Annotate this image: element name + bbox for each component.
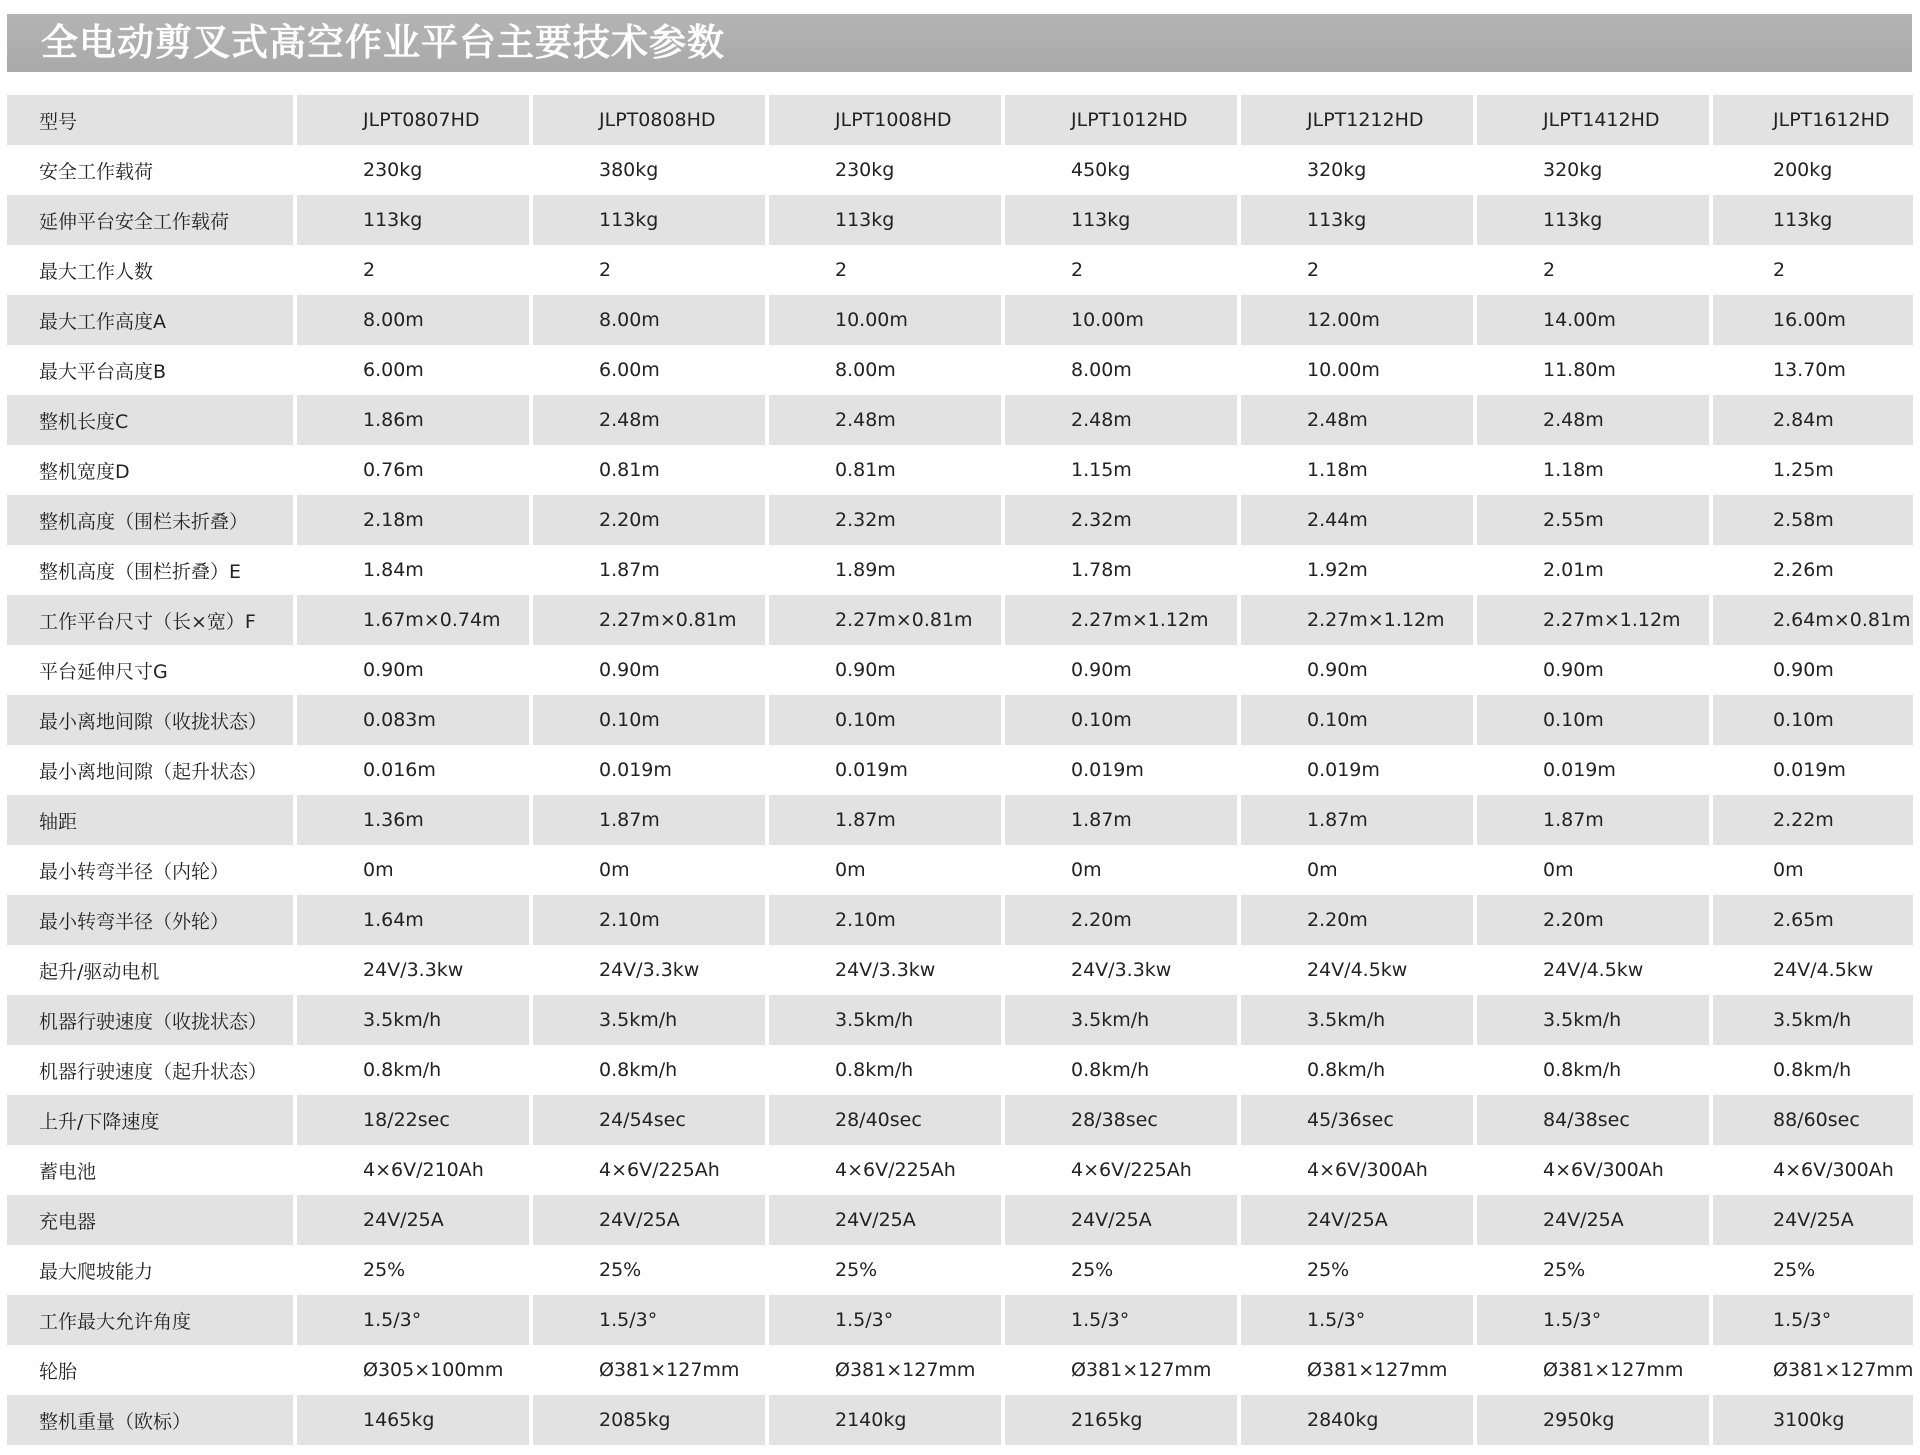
cell-value: 0.083m: [297, 695, 529, 745]
cell-value: 24V/25A: [297, 1195, 529, 1245]
cell-value: 16.00m: [1713, 295, 1913, 345]
table-row: [7, 145, 1913, 195]
table-row: [7, 1245, 1913, 1295]
cell-value: 2.10m: [769, 895, 1001, 945]
cell-value: 0.10m: [769, 695, 1001, 745]
cell-value: Ø381×127mm: [1307, 1359, 1448, 1381]
cell-value: 14.00m: [1477, 295, 1709, 345]
cell-value: 0.90m: [599, 659, 660, 681]
cell-value: 24V/25A: [1005, 1195, 1237, 1245]
cell-value: 1.89m: [835, 559, 896, 581]
cell-value: 2.32m: [769, 495, 1001, 545]
cell-value: 1.92m: [1307, 559, 1368, 581]
table-row: [7, 795, 1913, 845]
cell-value: 25%: [1307, 1259, 1350, 1281]
cell-value: JLPT1012HD: [1005, 95, 1237, 145]
row-label: 延伸平台安全工作载荷: [7, 195, 293, 245]
cell-value: 113kg: [297, 195, 529, 245]
cell-value: 320kg: [1307, 159, 1367, 181]
cell-value: 24V/25A: [1241, 1195, 1473, 1245]
table-row: [7, 595, 1913, 645]
cell-value: 88/60sec: [1713, 1095, 1913, 1145]
cell-value: 450kg: [1071, 159, 1131, 181]
cell-value: 3100kg: [1713, 1395, 1913, 1445]
cell-value: 28/40sec: [769, 1095, 1001, 1145]
table-row: [7, 1145, 1913, 1195]
row-label: 工作最大允许角度: [7, 1295, 293, 1345]
cell-value: 0.81m: [835, 459, 896, 481]
cell-value: 6.00m: [363, 359, 424, 381]
cell-value: 2.48m: [533, 395, 765, 445]
cell-value: 2.48m: [769, 395, 1001, 445]
cell-value: 113kg: [533, 195, 765, 245]
cell-value: 1.25m: [1773, 459, 1834, 481]
cell-value: 113kg: [1005, 195, 1237, 245]
cell-value: 2165kg: [1005, 1395, 1237, 1445]
row-label: 整机重量（欧标）: [7, 1395, 293, 1445]
cell-value: 3.5km/h: [1005, 995, 1237, 1045]
cell-value: 25%: [1773, 1259, 1816, 1281]
cell-value: 0m: [835, 859, 866, 881]
cell-value: 0.90m: [835, 659, 896, 681]
cell-value: 4×6V/225Ah: [599, 1159, 720, 1181]
cell-value: 0.8km/h: [1543, 1059, 1622, 1081]
header-row: [7, 95, 1913, 145]
table-row: [7, 395, 1913, 445]
table-row: [7, 245, 1913, 295]
cell-value: 10.00m: [1005, 295, 1237, 345]
cell-value: 113kg: [1241, 195, 1473, 245]
table-row: [7, 495, 1913, 545]
cell-value: 0m: [599, 859, 630, 881]
cell-value: 0m: [1773, 859, 1804, 881]
cell-value: 2.10m: [533, 895, 765, 945]
cell-value: Ø381×127mm: [835, 1359, 976, 1381]
cell-value: 3.5km/h: [769, 995, 1001, 1045]
cell-value: 0.10m: [1713, 695, 1913, 745]
cell-value: 230kg: [835, 159, 895, 181]
cell-value: 113kg: [1713, 195, 1913, 245]
row-label: 机器行驶速度（起升状态）: [39, 1060, 268, 1083]
cell-value: 3.5km/h: [1713, 995, 1913, 1045]
cell-value: 24V/25A: [1713, 1195, 1913, 1245]
table-row: [7, 995, 1913, 1045]
cell-value: JLPT1008HD: [769, 95, 1001, 145]
table-row: [7, 1295, 1913, 1345]
cell-value: 1.5/3°: [533, 1295, 765, 1345]
cell-value: 2.20m: [533, 495, 765, 545]
table-row: [7, 845, 1913, 895]
cell-value: 1.5/3°: [1477, 1295, 1709, 1345]
cell-value: 25%: [363, 1259, 406, 1281]
table-row: [7, 695, 1913, 745]
cell-value: 24V/3.3kw: [599, 959, 700, 981]
cell-value: 3.5km/h: [1477, 995, 1709, 1045]
cell-value: 0.90m: [1071, 659, 1132, 681]
cell-value: 0.10m: [1241, 695, 1473, 745]
cell-value: 2.84m: [1713, 395, 1913, 445]
cell-value: 0.019m: [1071, 759, 1144, 781]
cell-value: JLPT1612HD: [1713, 95, 1913, 145]
table-row: [7, 1395, 1913, 1445]
cell-value: 2.64m×0.81m: [1713, 595, 1913, 645]
cell-value: 2.01m: [1543, 559, 1604, 581]
cell-value: 0m: [363, 859, 394, 881]
cell-value: 84/38sec: [1477, 1095, 1709, 1145]
cell-value: 1465kg: [297, 1395, 529, 1445]
row-label: 充电器: [7, 1195, 293, 1245]
cell-value: 0.90m: [1307, 659, 1368, 681]
cell-value: 24/54sec: [533, 1095, 765, 1145]
cell-value: 0.8km/h: [835, 1059, 914, 1081]
table-row: [7, 1095, 1913, 1145]
cell-value: 320kg: [1543, 159, 1603, 181]
cell-value: Ø381×127mm: [599, 1359, 740, 1381]
cell-value: 28/38sec: [1005, 1095, 1237, 1145]
table-row: [7, 1345, 1913, 1395]
cell-value: 0.019m: [599, 759, 672, 781]
cell-value: 2.27m×1.12m: [1477, 595, 1709, 645]
table-row: [7, 645, 1913, 695]
table-row: [7, 195, 1913, 245]
cell-value: 25%: [835, 1259, 878, 1281]
cell-value: 2: [1543, 259, 1556, 281]
spec-table: [3, 95, 1917, 1445]
cell-value: 1.87m: [533, 795, 765, 845]
cell-value: 8.00m: [1071, 359, 1132, 381]
cell-value: 1.5/3°: [1713, 1295, 1913, 1345]
cell-value: 0.10m: [1477, 695, 1709, 745]
cell-value: 0.019m: [1307, 759, 1380, 781]
cell-value: 1.18m: [1307, 459, 1368, 481]
cell-value: 10.00m: [769, 295, 1001, 345]
row-label: 最大工作人数: [39, 260, 154, 283]
cell-value: 380kg: [599, 159, 659, 181]
cell-value: 24V/25A: [769, 1195, 1001, 1245]
cell-value: 2.20m: [1241, 895, 1473, 945]
cell-value: 0.8km/h: [599, 1059, 678, 1081]
cell-value: 4×6V/300Ah: [1307, 1159, 1428, 1181]
cell-value: 0.10m: [533, 695, 765, 745]
cell-value: 2.65m: [1713, 895, 1913, 945]
row-label: 最小离地间隙（收拢状态）: [7, 695, 293, 745]
cell-value: 0.90m: [1543, 659, 1604, 681]
cell-value: 2.48m: [1005, 395, 1237, 445]
cell-value: 0.016m: [363, 759, 436, 781]
cell-value: 1.87m: [1005, 795, 1237, 845]
cell-value: 2140kg: [769, 1395, 1001, 1445]
cell-value: 1.18m: [1543, 459, 1604, 481]
cell-value: Ø381×127mm: [1773, 1359, 1914, 1381]
cell-value: 4×6V/300Ah: [1773, 1159, 1894, 1181]
row-label: 平台延伸尺寸G: [39, 660, 168, 683]
cell-value: 2950kg: [1477, 1395, 1709, 1445]
cell-value: 0.8km/h: [363, 1059, 442, 1081]
cell-value: 230kg: [363, 159, 423, 181]
cell-value: 2: [599, 259, 612, 281]
cell-value: 2: [1773, 259, 1786, 281]
table-row: [7, 1045, 1913, 1095]
cell-value: 3.5km/h: [1241, 995, 1473, 1045]
cell-value: 2.55m: [1477, 495, 1709, 545]
cell-value: 2.26m: [1773, 559, 1834, 581]
cell-value: 1.87m: [599, 559, 660, 581]
cell-value: 0m: [1543, 859, 1574, 881]
cell-value: 25%: [1071, 1259, 1114, 1281]
cell-value: 2.58m: [1713, 495, 1913, 545]
cell-value: 200kg: [1773, 159, 1833, 181]
cell-value: JLPT0807HD: [297, 95, 529, 145]
cell-value: 2.20m: [1477, 895, 1709, 945]
cell-value: 2.27m×0.81m: [769, 595, 1001, 645]
cell-value: 0.8km/h: [1773, 1059, 1852, 1081]
cell-value: 4×6V/300Ah: [1543, 1159, 1664, 1181]
table-row: [7, 895, 1913, 945]
cell-value: 8.00m: [835, 359, 896, 381]
row-label: 整机高度（围栏未折叠）: [7, 495, 293, 545]
cell-value: 2: [363, 259, 376, 281]
cell-value: 1.5/3°: [1241, 1295, 1473, 1345]
cell-value: 2085kg: [533, 1395, 765, 1445]
cell-value: 2840kg: [1241, 1395, 1473, 1445]
table-row: [7, 1195, 1913, 1245]
row-label: 起升/驱动电机: [39, 960, 160, 983]
table-row: [7, 345, 1913, 395]
cell-value: 2.48m: [1477, 395, 1709, 445]
cell-value: 0.90m: [1773, 659, 1834, 681]
cell-value: 24V/3.3kw: [363, 959, 464, 981]
row-label: 最小转弯半径（外轮）: [7, 895, 293, 945]
cell-value: 24V/4.5kw: [1773, 959, 1874, 981]
cell-value: 0.81m: [599, 459, 660, 481]
row-label: 整机长度C: [7, 395, 293, 445]
row-label: 最大平台高度B: [39, 360, 167, 383]
cell-value: 1.36m: [297, 795, 529, 845]
cell-value: 3.5km/h: [533, 995, 765, 1045]
cell-value: 24V/3.3kw: [1071, 959, 1172, 981]
cell-value: 3.5km/h: [297, 995, 529, 1045]
cell-value: 2: [1307, 259, 1320, 281]
cell-value: 0m: [1071, 859, 1102, 881]
cell-value: 0.019m: [1773, 759, 1846, 781]
row-label: 整机宽度D: [39, 460, 130, 483]
cell-value: 25%: [599, 1259, 642, 1281]
cell-value: JLPT0808HD: [533, 95, 765, 145]
cell-value: Ø381×127mm: [1071, 1359, 1212, 1381]
row-label: 上升/下降速度: [7, 1095, 293, 1145]
cell-value: 1.15m: [1071, 459, 1132, 481]
cell-value: 0.10m: [1005, 695, 1237, 745]
cell-value: 4×6V/210Ah: [363, 1159, 484, 1181]
title-bar: [7, 14, 1912, 72]
cell-value: 2.27m×1.12m: [1241, 595, 1473, 645]
table-row: [7, 745, 1913, 795]
row-label: 最大爬坡能力: [39, 1260, 154, 1283]
row-label: 最大工作高度A: [7, 295, 293, 345]
cell-value: 1.87m: [769, 795, 1001, 845]
cell-value: 0.8km/h: [1071, 1059, 1150, 1081]
cell-value: JLPT1412HD: [1477, 95, 1709, 145]
cell-value: 24V/4.5kw: [1307, 959, 1408, 981]
cell-value: 8.00m: [297, 295, 529, 345]
cell-value: 24V/4.5kw: [1543, 959, 1644, 981]
cell-value: 2.27m×1.12m: [1005, 595, 1237, 645]
cell-value: 0.76m: [363, 459, 424, 481]
cell-value: 1.5/3°: [1005, 1295, 1237, 1345]
row-label: 轴距: [7, 795, 293, 845]
cell-value: 1.87m: [1241, 795, 1473, 845]
cell-value: 2: [835, 259, 848, 281]
cell-value: 24V/25A: [1477, 1195, 1709, 1245]
cell-value: 0.019m: [1543, 759, 1616, 781]
row-label: 型号: [7, 95, 293, 145]
cell-value: 45/36sec: [1241, 1095, 1473, 1145]
cell-value: 113kg: [1477, 195, 1709, 245]
cell-value: 0.90m: [363, 659, 424, 681]
cell-value: 13.70m: [1773, 359, 1846, 381]
cell-value: 2.18m: [297, 495, 529, 545]
cell-value: 1.86m: [297, 395, 529, 445]
cell-value: 2.22m: [1713, 795, 1913, 845]
cell-value: 2.32m: [1005, 495, 1237, 545]
cell-value: 113kg: [769, 195, 1001, 245]
row-label: 机器行驶速度（收拢状态）: [7, 995, 293, 1045]
cell-value: 24V/3.3kw: [835, 959, 936, 981]
cell-value: 4×6V/225Ah: [835, 1159, 956, 1181]
cell-value: 0.8km/h: [1307, 1059, 1386, 1081]
cell-value: 11.80m: [1543, 359, 1616, 381]
cell-value: 0m: [1307, 859, 1338, 881]
cell-value: 1.78m: [1071, 559, 1132, 581]
cell-value: Ø305×100mm: [363, 1359, 504, 1381]
row-label: 整机高度（围栏折叠）E: [39, 560, 242, 583]
cell-value: 1.87m: [1477, 795, 1709, 845]
cell-value: 25%: [1543, 1259, 1586, 1281]
table-row: [7, 545, 1913, 595]
cell-value: 6.00m: [599, 359, 660, 381]
cell-value: 24V/25A: [533, 1195, 765, 1245]
cell-value: 2.48m: [1241, 395, 1473, 445]
cell-value: 4×6V/225Ah: [1071, 1159, 1192, 1181]
cell-value: Ø381×127mm: [1543, 1359, 1684, 1381]
table-row: [7, 295, 1913, 345]
row-label: 安全工作载荷: [39, 160, 154, 183]
row-label: 蓄电池: [39, 1160, 97, 1183]
table-row: [7, 445, 1913, 495]
row-label: 轮胎: [39, 1360, 78, 1383]
cell-value: 2.20m: [1005, 895, 1237, 945]
cell-value: 2.44m: [1241, 495, 1473, 545]
cell-value: 1.5/3°: [769, 1295, 1001, 1345]
row-label: 工作平台尺寸（长×宽）F: [7, 595, 293, 645]
cell-value: 10.00m: [1307, 359, 1380, 381]
row-label: 最小离地间隙（起升状态）: [39, 760, 268, 783]
cell-value: 1.84m: [363, 559, 424, 581]
cell-value: 2: [1071, 259, 1084, 281]
cell-value: 12.00m: [1241, 295, 1473, 345]
cell-value: 0.019m: [835, 759, 908, 781]
cell-value: 1.5/3°: [297, 1295, 529, 1345]
cell-value: 2.27m×0.81m: [533, 595, 765, 645]
cell-value: 18/22sec: [297, 1095, 529, 1145]
row-label: 最小转弯半径（内轮）: [39, 860, 230, 883]
cell-value: 1.67m×0.74m: [297, 595, 529, 645]
cell-value: 8.00m: [533, 295, 765, 345]
cell-value: JLPT1212HD: [1241, 95, 1473, 145]
cell-value: 1.64m: [297, 895, 529, 945]
table-row: [7, 945, 1913, 995]
page-title: 全电动剪叉式高空作业平台主要技术参数: [41, 21, 725, 64]
